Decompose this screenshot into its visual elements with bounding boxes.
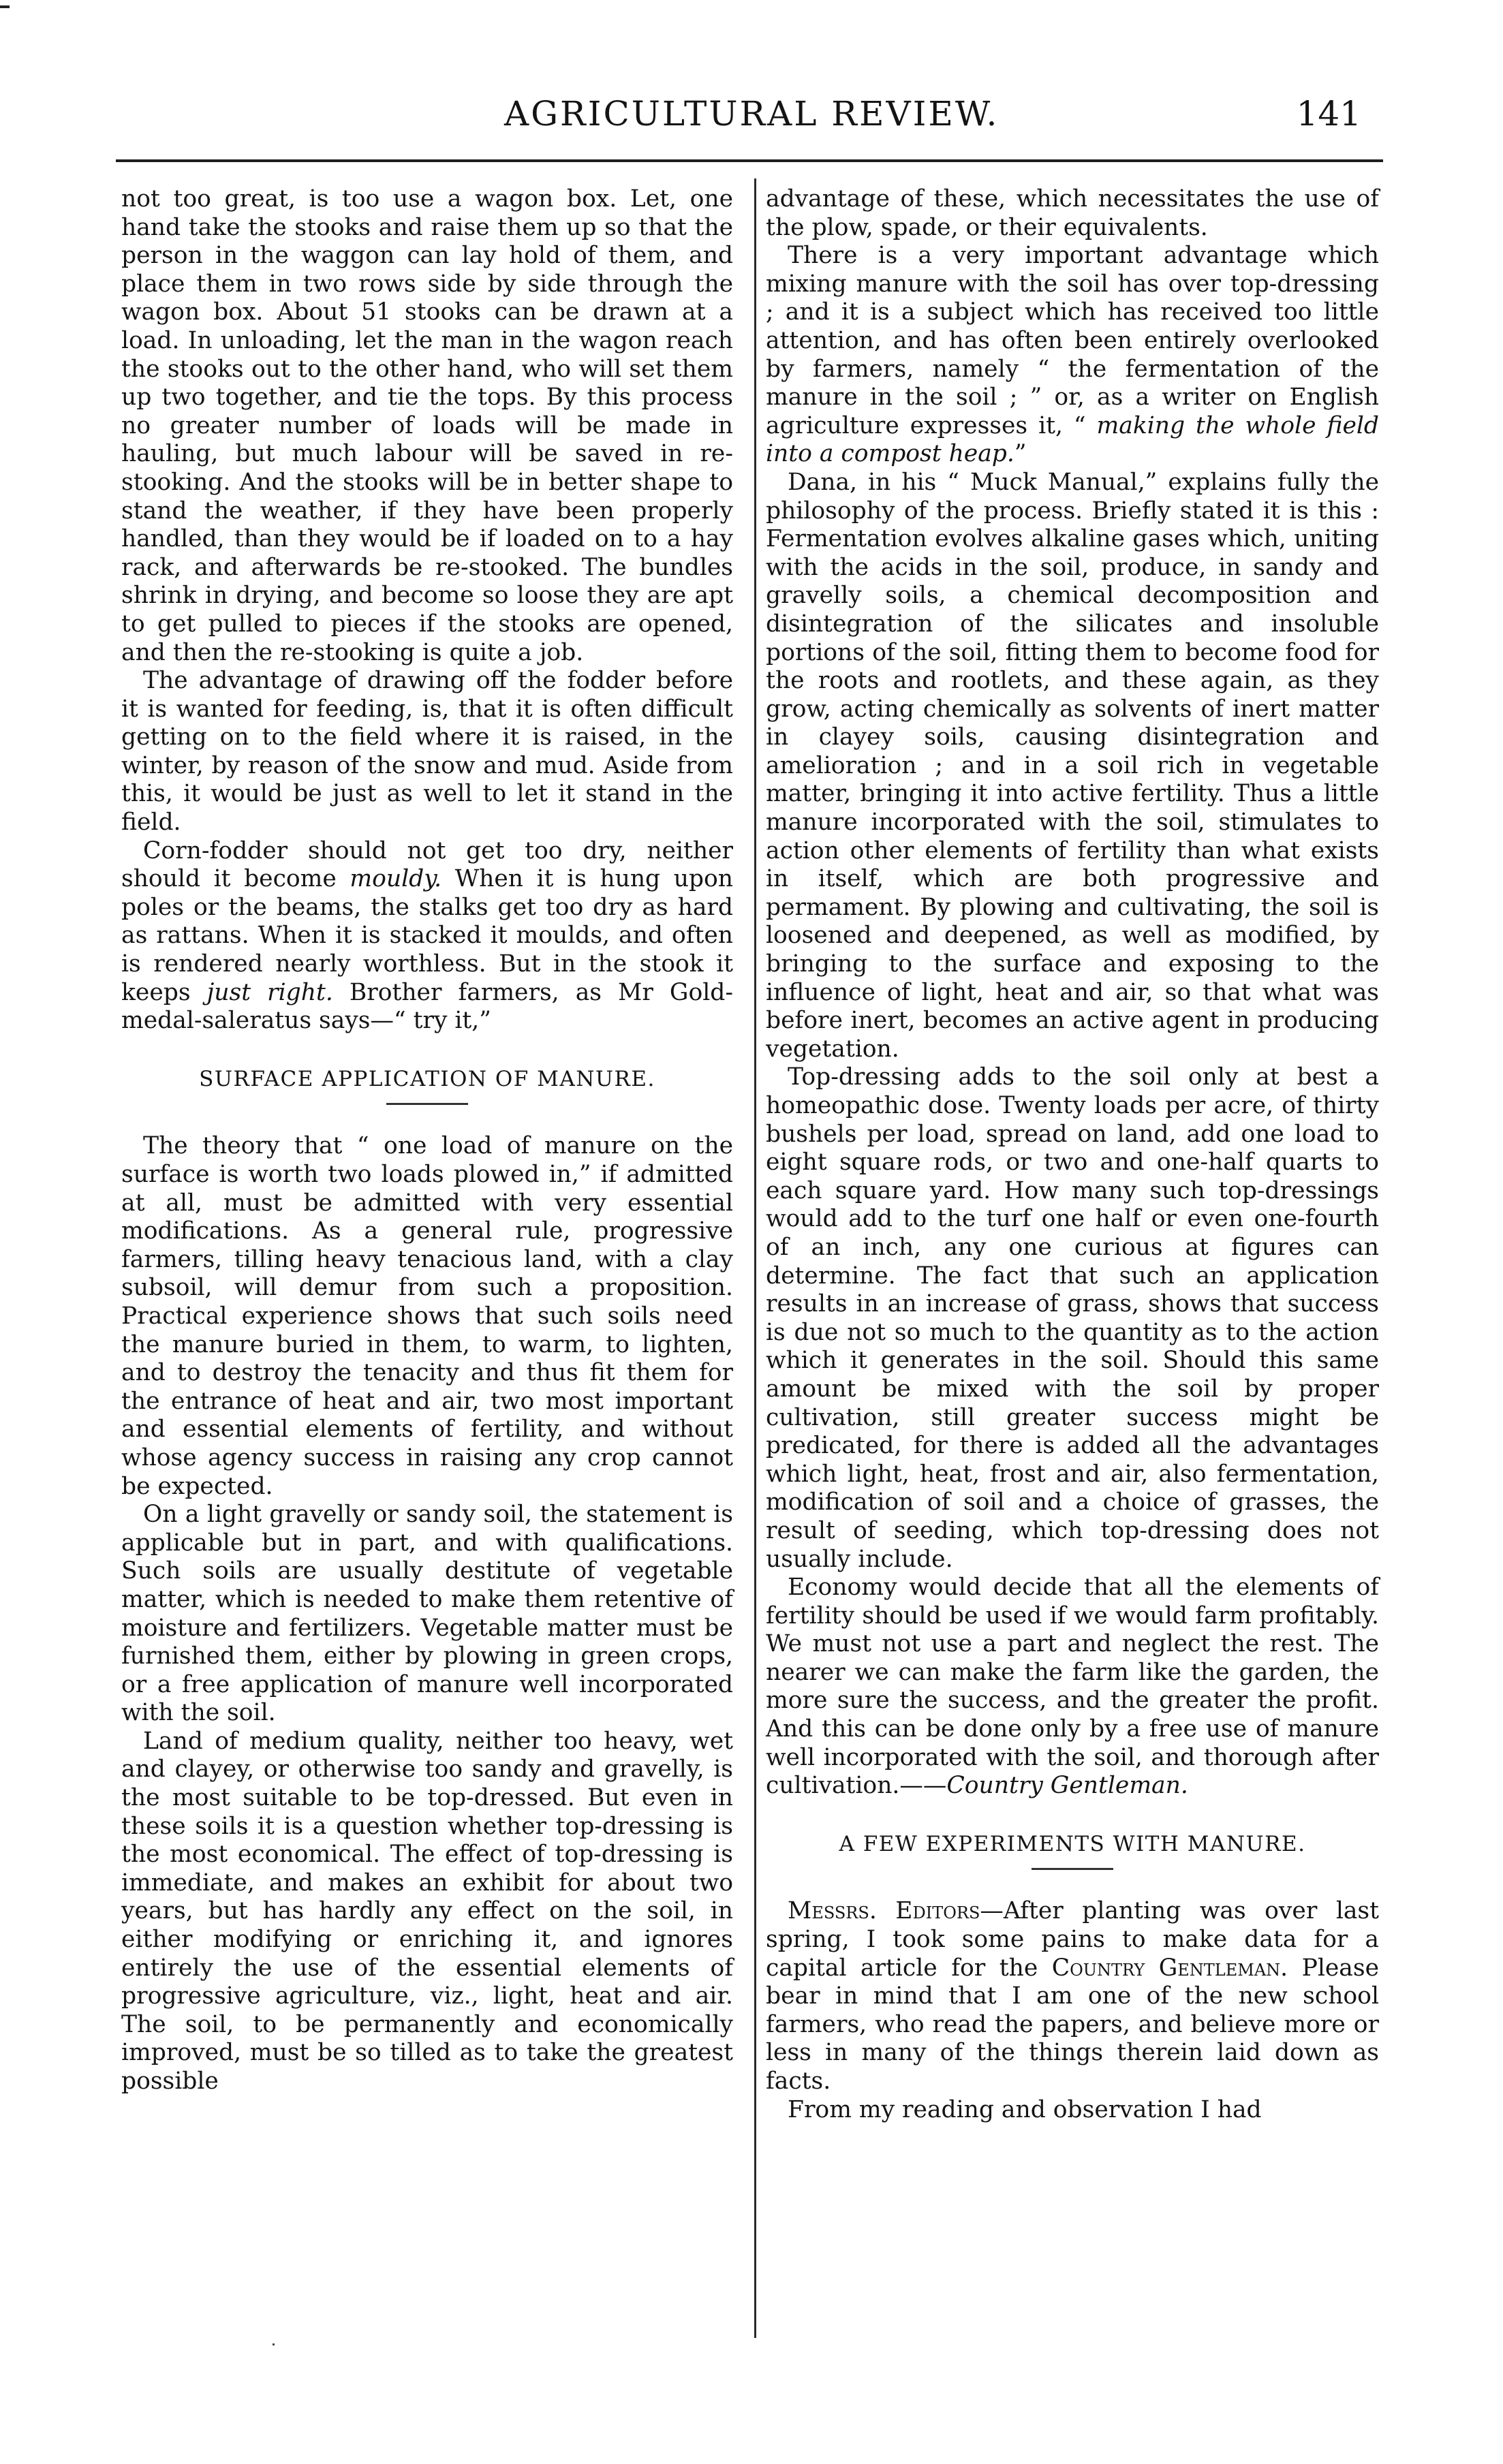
italic-run: making the whole field into a compost heap. [766, 411, 1380, 468]
heading-separator [386, 1103, 468, 1105]
text-run: There is a very important advantage which mixing manure with the soil has over top-dressing ; and it is a subject which has received too little attention, and has often been entirely overlooked by farmers, namely “ the fermentation of the manure in the soil ; ” or, as a writer on English agriculture expresses it, “ [766, 242, 1379, 439]
page-number: 141 [1296, 94, 1361, 134]
heading-separator [1032, 1868, 1113, 1870]
paragraph: not too great, is too use a wagon box. Let, one hand take the stooks and raise them up so that the person in the waggon can lay hold of them, and place them in two rows side by side through the wagon box. About 51 stooks can be drawn at a load. In unloading, let the man in the wagon reach the stooks out to the other hand, who will set them up two together, and tie the tops. By this process no greater number of loads will be made in hauling, but much labour will be saved in re-stooking. And the stooks will be in better shape to stand the weather, if they have been properly handled, than they would be if loaded on to a hay rack, and afterwards be re-stooked. The bundles shrink in drying, and become so loose they are apt to get pulled to pieces if the stooks are opened, and then the re-stooking is quite a job. [121, 185, 733, 666]
text-run: ” [1014, 440, 1027, 468]
text-run: Corn-fodder should not get too dry, neither should it become [121, 837, 733, 893]
paragraph: From my reading and observation I had [788, 2095, 1262, 2123]
left-column [121, 185, 733, 2096]
header-rule [116, 159, 1383, 162]
section-heading [766, 1830, 1379, 1871]
text-run: Economy would decide that all the elements of fertility should be used if we would farm profitably. We must not use a part and neglect the rest. The nearer we can make the farm like the garden, the more sure the success, and the greater the profit. And this can be done only by a free use of manure well incorporated with the soil, and thorough after cultivation. [766, 1574, 1379, 1800]
paragraph: The theory that “ one load of manure on the surface is worth two loads plowed in,” if admitted at all, must be admitted with very essential modifications. As a general rule, progressive farmers, tilling heavy tenacious land, with a clay subsoil, will demur from such a proposition. Practical experience shows that such soils need the manure buried in them, to warm, to lighten, and to destroy the tenacity and thus fit them for the entrance of heat and air, two most important and essential elements of fertility, and without whose agency success in raising any crop cannot be expected. [121, 1132, 733, 1500]
scan-mark [273, 2343, 275, 2345]
section-heading-text: SURFACE APPLICATION OF MANURE. [199, 1066, 655, 1091]
text-run: When it is hung upon poles or the beams, the stalks get too dry as hard as rattans. When it is stacked it moulds, and often is rendered nearly worthless. But in the stook it keeps [121, 865, 733, 1006]
text-run: Brother farmers, as Mr Gold-medal-saleratus says—“ try it,” [121, 978, 733, 1035]
dash: —— [899, 1772, 947, 1800]
section-heading [121, 1065, 733, 1106]
paragraph [766, 1897, 1379, 2095]
paragraph: Dana, in his “ Muck Manual,” explains fully the philosophy of the process. Briefly stated it is this : Fermentation evolves alkaline gases which, uniting with the acids in the soil, produce, in sandy and gravelly soils, a chemical decomposition and disintegration of the silicates and insoluble portions of the soil, fitting them to become food for the roots and rootlets, and these again, as they grow, acting chemically as solvents of inert matter in clayey soils, causing disintegration and amelioration ; and in a soil rich in vegetable matter, bringing it into active fertility. Thus a little manure incorporated with the soil, stimulates to action other elements of fertility than what exists in itself, which are both progressive and permament. By plowing and cultivating, the soil is loosened and deepened, as well as modified, by bringing to the surface and exposing to the influence of light, heat and air, so that what was before inert, becomes an active agent in producing vegetation. [766, 468, 1379, 1063]
paragraph [121, 837, 733, 1035]
scan-mark [0, 5, 10, 8]
magazine-name: Country Gentleman. [1051, 1954, 1288, 1982]
italic-run: just right. [206, 978, 333, 1006]
paragraph [766, 242, 1379, 469]
paragraph: Top-dressing adds to the soil only at best a homeopathic dose. Twenty loads per acre, of thirty bushels per load, spread on land, add one load to eight square rods, or two and one-half quarts to each square yard. How many such top-dressings would add to the turf one half or even one-fourth of an inch, any one curious at figures can determine. The fact that such an application results in an increase of grass, shows that success is due not so much to the quantity as to the action which it generates in the soil. Should this same amount be mixed with the soil by proper cultivation, still greater success might be predicated, for there is added all the advantages which light, heat, frost and air, also fermentation, modification of soil and a choice of grasses, the result of seeding, which top-dressing does not usually include. [766, 1063, 1379, 1573]
paragraph: On a light gravelly or sandy soil, the statement is applicable but in part, and with qualifications. Such soils are usually destitute of vegetable matter, which is needed to make them retentive of moisture and fertilizers. Vegetable matter must be furnished them, either by plowing in green crops, or a free application of manure well incorporated with the soil. [121, 1501, 733, 1727]
column-divider [754, 178, 756, 2338]
source-credit: Country Gentleman. [946, 1772, 1188, 1800]
paragraph: The advantage of drawing off the fodder before it is wanted for feeding, is, that it is often difficult getting on to the field where it is raised, in the winter, by reason of the snow and mud. Aside from this, it would be just as well to let it stand in the field. [121, 667, 733, 837]
italic-run: mouldy. [350, 865, 442, 893]
paragraph: Land of medium quality, neither too heavy, wet and clayey, or otherwise too sandy and gravelly, is the most suitable to be top-dressed. But even in these soils it is a question whether top-dressing is the most economical. The effect of top-dressing is immediate, and makes an exhibit for about two years, but has hardly any effect on the soil, in either modifying or enriching it, and ignores entirely the use of the essential elements of progressive agriculture, viz., light, heat and air. The soil, to be permanently and economically improved, must be so tilled as to take the greatest possible [121, 1727, 733, 2095]
running-title: AGRICULTURAL REVIEW. [504, 94, 1000, 134]
text-run: —After planting was over last spring, I took some pains to make data for a capital article for the [766, 1897, 1379, 1982]
page-header [123, 94, 1376, 142]
text-run: Please bear in mind that I am one of the new school farmers, who read the papers, and believe more or less in many of the things therein laid down as facts. [766, 1954, 1379, 2095]
salutation: Messrs. Editors [788, 1897, 980, 1925]
paragraph: advantage of these, which necessitates the use of the plow, spade, or their equivalents. [766, 185, 1379, 241]
right-column [766, 185, 1379, 2124]
paragraph [766, 1574, 1379, 1800]
section-heading-text: A FEW EXPERIMENTS WITH MANURE. [839, 1831, 1306, 1856]
